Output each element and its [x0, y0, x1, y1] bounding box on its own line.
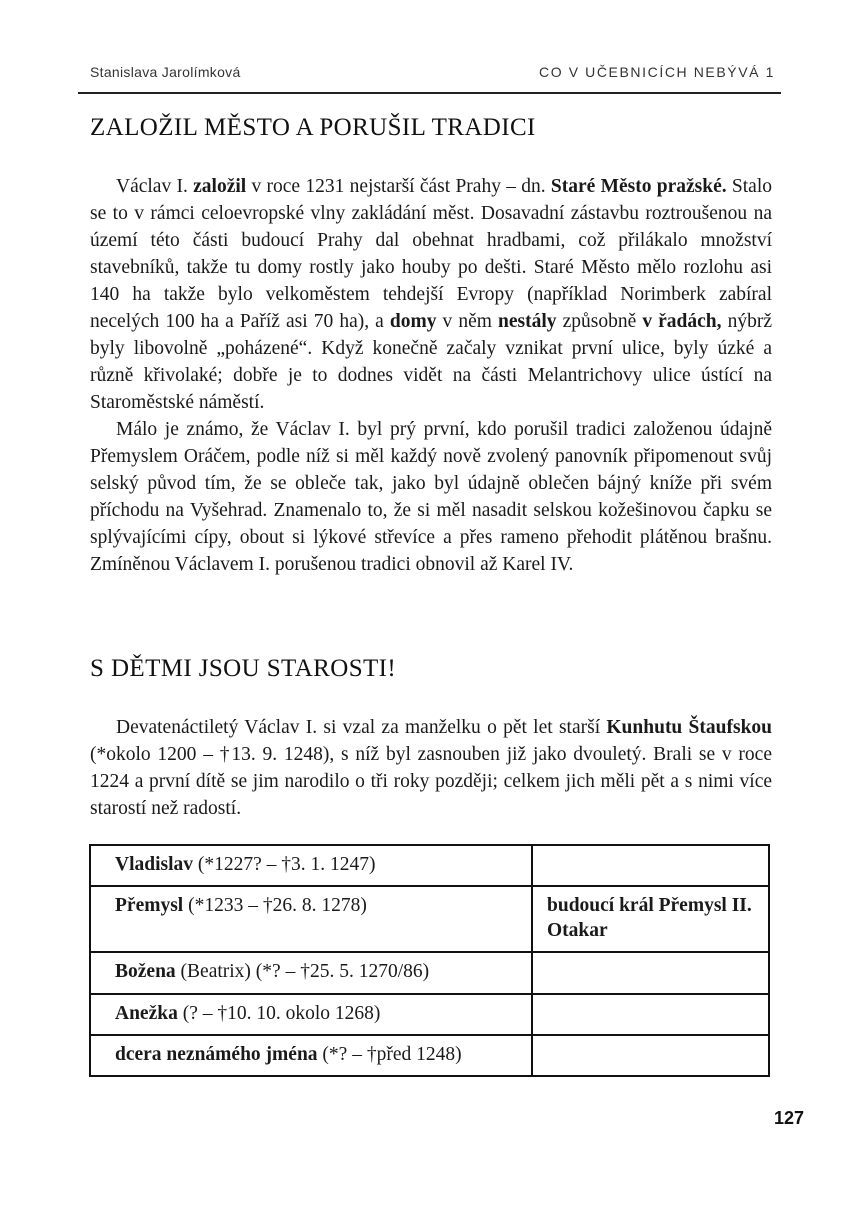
running-head-author: Stanislava Jarolímková: [90, 64, 241, 80]
emphasis-kunhuta: Kunhutu Štaufskou: [606, 717, 773, 738]
child-name-cell: [90, 845, 532, 886]
child-note-cell: [532, 1035, 769, 1076]
emphasis-old-town: Staré Město pražské.: [550, 176, 727, 197]
child-name-cell: [90, 952, 532, 994]
child-note-cell: [532, 952, 769, 994]
child-dates: (*? – †před 1248): [317, 1044, 462, 1065]
emphasis-founded: založil: [193, 176, 247, 197]
child-name: dcera neznámého jména: [115, 1044, 318, 1065]
child-name: Vladislav: [115, 854, 194, 875]
table-row: [90, 1035, 769, 1076]
emphasis-not-standing: nestály: [498, 311, 557, 332]
header-rule: [78, 92, 781, 94]
paragraph-founding: Václav I. založil v roce 1231 nejstarší část Prahy – dn. Staré Město pražské. Stalo se to v rámci celoevropské vlny zakládání měst. Dosavadní zástavbu roztroušenou na území této části budoucí Prahy dal obehnat hradbami, což přilákalo množství stavebníků, takže tu domy rostly jako houby po dešti. Staré Město mělo rozlohu asi 140 ha takže bylo velkoměstem tehdejší Evropy (například Norimberk zabíral necelých 100 ha a Paříž asi 70 ha), a domy v něm nestály způsobně v řadách, nýbrž byly libovolně „poházené“. Když konečně začaly vznikat první ulice, byly úzké a různě křivolaké; dobře je to dodnes vidět na části Melantrichovy ulice ústící na Staroměstské náměstí.: [90, 176, 773, 413]
child-note-cell: [532, 845, 769, 886]
children-table: [89, 844, 770, 1077]
table-row: [90, 845, 769, 886]
section-body-children: [90, 714, 772, 822]
section-heading-children: S DĚTMI JSOU STAROSTI!: [90, 655, 397, 682]
child-dates: (? – †10. 10. okolo 1268): [177, 1003, 381, 1024]
table-row: [90, 886, 769, 952]
table-row: [90, 994, 769, 1035]
child-name: Přemysl: [115, 895, 184, 916]
child-note-cell: [532, 994, 769, 1035]
page-number: 127: [773, 1108, 804, 1128]
paragraph-tradition: Málo je známo, že Václav I. byl prý první, kdo porušil tradici založenou údajně Přemyslem Oráčem, podle níž si měl každý nově zvolený panovník připomenout svůj selský původ tím, že se obleče tak, jako byl údajně oblečen bájný kníže při svém příchodu na Vyšehrad. Znamenalo to, že si měl nasadit selskou kožešinovou čapku se splývajícími cípy, obout si lýkové střevíce a přes rameno přehodit plátěnou brašnu. Zmíněnou Václavem I. porušenou tradici obnovil až Karel IV.: [90, 419, 772, 575]
child-name-cell: [90, 886, 532, 952]
child-note-cell: budoucí král Přemysl II. Otakar: [532, 886, 769, 952]
emphasis-in-rows: v řadách,: [642, 311, 722, 332]
running-head: [90, 60, 775, 84]
child-name-cell: [90, 994, 532, 1035]
child-dates: (*1227? – †3. 1. 1247): [193, 854, 376, 875]
paragraph-marriage: Devatenáctiletý Václav I. si vzal za manželku o pět let starší Kunhutu Štaufskou (*okolo 1200 – †13. 9. 1248), s níž byl zasnouben již jako dvouletý. Brali se v roce 1224 a první dítě se jim narodilo o tři roky později; celkem jich měli pět a s nimi více starostí než radostí.: [90, 717, 773, 819]
child-name-cell: [90, 1035, 532, 1076]
child-name: Anežka: [115, 1003, 178, 1024]
child-dates: (Beatrix) (*? – †25. 5. 1270/86): [175, 961, 430, 982]
section-body-founded-town: [90, 173, 772, 578]
emphasis-houses: domy: [389, 311, 437, 332]
running-head-series-title: CO V UČEBNICÍCH NEBÝVÁ 1: [539, 64, 775, 80]
table-row: [90, 952, 769, 994]
section-heading-founded-town: ZALOŽIL MĚSTO A PORUŠIL TRADICI: [90, 114, 536, 141]
child-name: Božena: [115, 961, 176, 982]
child-dates: (*1233 – †26. 8. 1278): [183, 895, 367, 916]
